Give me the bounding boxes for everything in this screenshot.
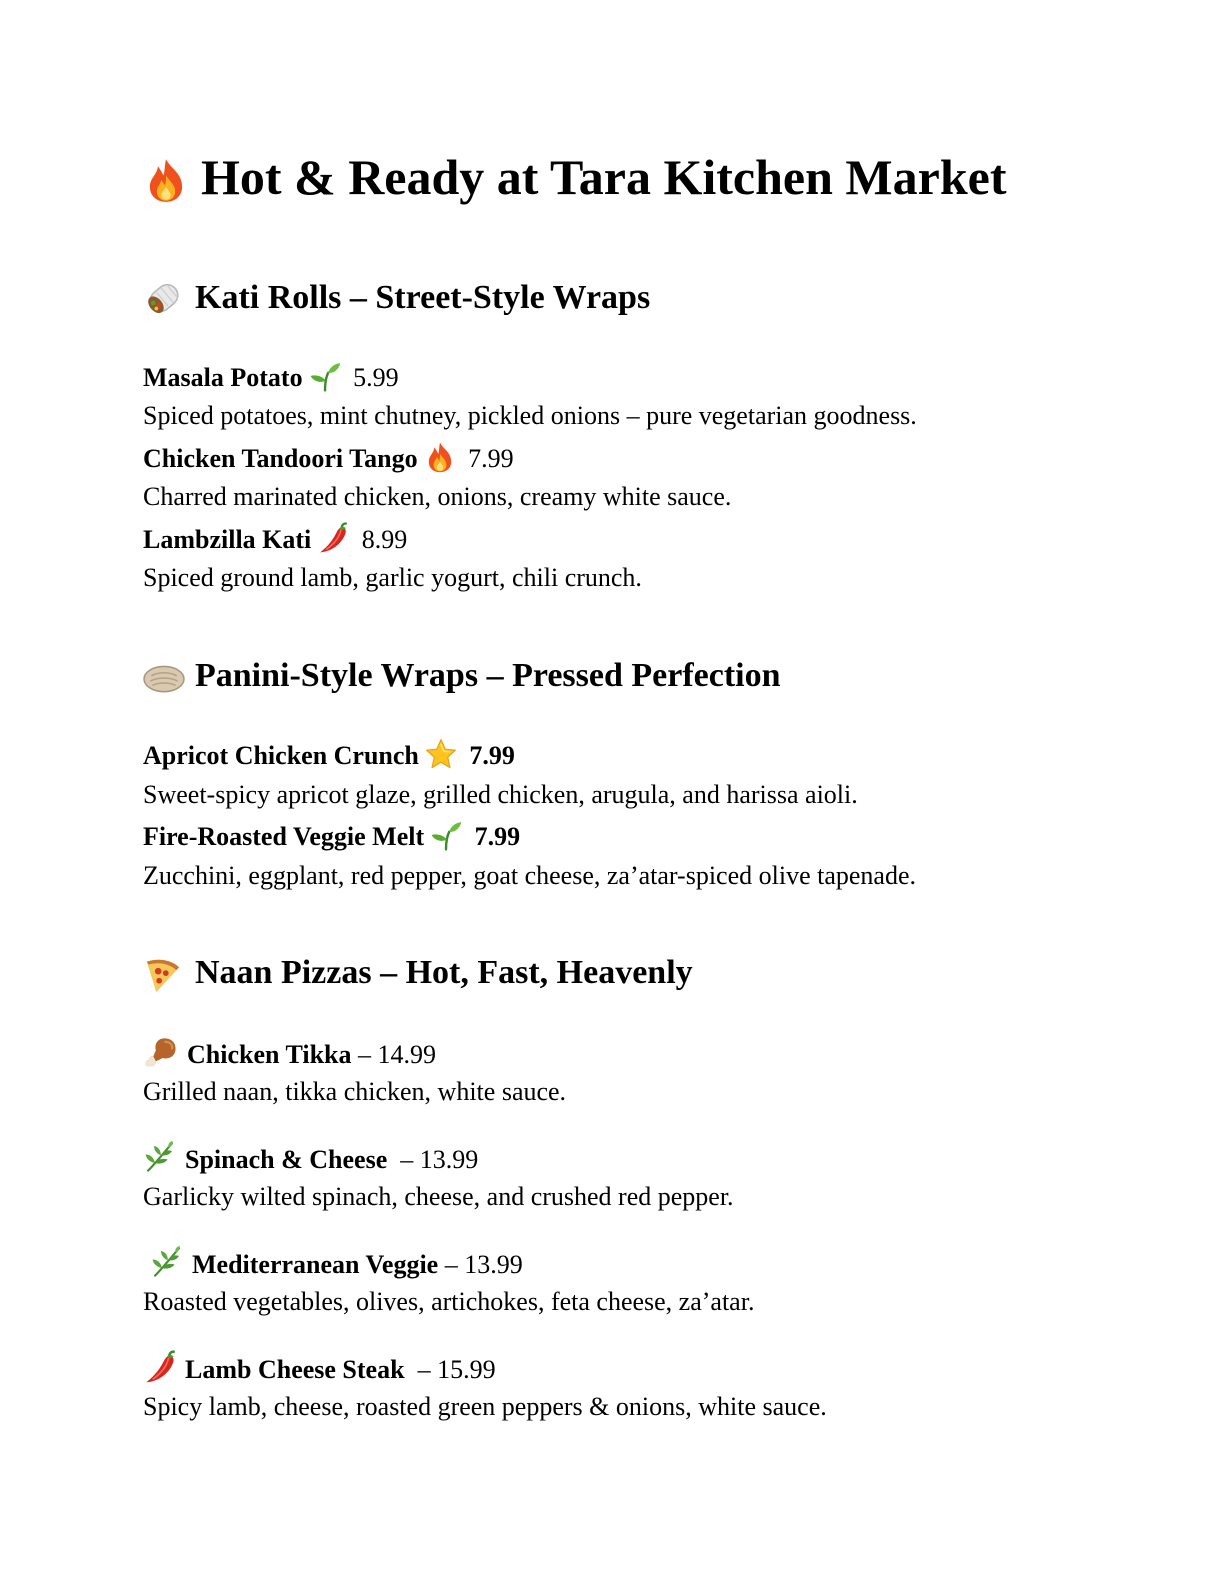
menu-item-name-line (143, 819, 520, 854)
seedling-icon (430, 819, 462, 851)
pizza-icon (143, 955, 181, 995)
menu-item-name-line (150, 1245, 523, 1282)
fire-icon (143, 155, 189, 205)
herb-icon (150, 1245, 184, 1279)
herb-icon (143, 1140, 177, 1174)
section-heading-text: Kati Rolls – Street-Style Wraps (195, 279, 651, 316)
menu-item-name: Fire-Roasted Veggie Melt (143, 822, 425, 851)
star-icon (425, 738, 457, 770)
section-heading-text: Naan Pizzas – Hot, Fast, Heavenly (195, 954, 693, 991)
menu-item-price: 5.99 (353, 363, 399, 392)
menu-item-description: Charred marinated chicken, onions, creamy white sauce. (143, 482, 732, 511)
menu-item-name-line (143, 738, 515, 773)
menu-item-price: 8.99 (361, 525, 408, 554)
menu-item-price: 7.99 (468, 444, 514, 473)
menu-item-name-line (143, 360, 399, 395)
section-heading-text: Panini-Style Wraps – Pressed Perfection (195, 657, 781, 694)
menu-item-name-line (143, 1350, 496, 1387)
menu-item-description: Garlicky wilted spinach, cheese, and crushed red pepper. (143, 1182, 734, 1211)
fire-icon (424, 441, 456, 473)
menu-item-name: Apricot Chicken Crunch (143, 741, 419, 770)
section-heading-panini-wraps (143, 654, 781, 699)
seedling-icon (309, 360, 341, 392)
menu-item-price: 7.99 (469, 741, 515, 770)
menu-item-name-line (143, 1035, 436, 1072)
menu-item-description: Spicy lamb, cheese, roasted green peppers & onions, white sauce. (143, 1392, 827, 1421)
menu-item-name: Masala Potato (143, 363, 303, 392)
page-title (143, 146, 1006, 208)
menu-item-price: – 13.99 (444, 1250, 523, 1279)
chili-icon (317, 522, 349, 554)
menu-item-name-line (143, 1140, 478, 1177)
flatbread-icon (143, 657, 185, 699)
menu-item-price: – 13.99 (400, 1145, 479, 1174)
menu-item-name: Mediterranean Veggie (192, 1250, 439, 1279)
menu-item-price: – 15.99 (417, 1355, 496, 1384)
menu-item-name: Lambzilla Kati (143, 525, 312, 554)
menu-item-description: Spiced ground lamb, garlic yogurt, chili crunch. (143, 563, 642, 592)
menu-item-name: Spinach & Cheese (185, 1145, 388, 1174)
menu-item-name-line (143, 441, 514, 476)
burrito-icon (143, 277, 185, 319)
chili-icon (143, 1350, 177, 1384)
menu-item-price: 7.99 (474, 822, 521, 851)
menu-item-name: Chicken Tikka (187, 1040, 352, 1069)
page-title-text: Hot & Ready at Tara Kitchen Market (201, 149, 1007, 205)
menu-item-description: Sweet-spicy apricot glaze, grilled chicken, arugula, and harissa aioli. (143, 780, 858, 809)
section-heading-kati-rolls (143, 276, 650, 321)
menu-item-description: Grilled naan, tikka chicken, white sauce. (143, 1077, 567, 1106)
menu-item-name-line (143, 522, 407, 557)
section-heading-naan-pizzas (143, 951, 693, 995)
menu-item-price: – 14.99 (358, 1040, 437, 1069)
drumstick-icon (143, 1035, 179, 1069)
menu-item-name: Lamb Cheese Steak (185, 1355, 405, 1384)
menu-item-description: Spiced potatoes, mint chutney, pickled onions – pure vegetarian goodness. (143, 401, 917, 430)
menu-item-description: Roasted vegetables, olives, artichokes, feta cheese, za’atar. (143, 1287, 755, 1316)
menu-item-description: Zucchini, eggplant, red pepper, goat cheese, za’atar-spiced olive tapenade. (143, 861, 917, 890)
menu-item-name: Chicken Tandoori Tango (143, 444, 418, 473)
